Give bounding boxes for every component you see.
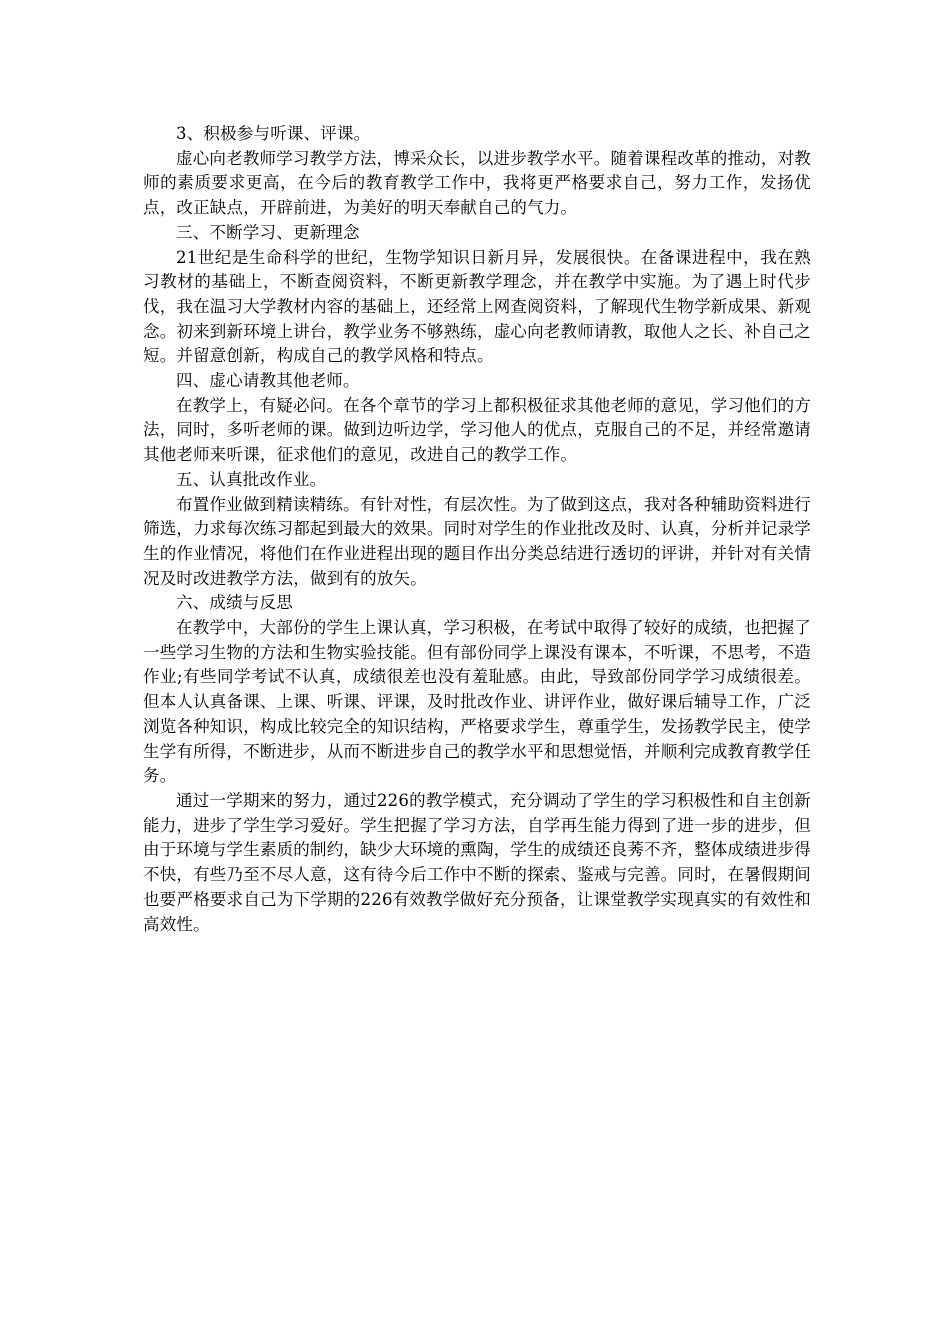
paragraph-life-science: 21世纪是生命科学的世纪，生物学知识日新月异，发展很快。在备课进程中，我在熟习教材的基础上，不断查阅资料，不断更新教学理念，并在教学中实施。为了遇上时代步伐，我在温习大学教材内容的基础上，还经常上网查阅资料，了解现代生物学新成果、新观念。初来到新环境上讲台，教学业务不够熟练，虚心向老教师请教，取他人之长、补自己之短。并留意创新，构成自己的教学风格和特点。 <box>143 247 811 366</box>
document-body <box>143 122 811 937</box>
paragraph-results: 在教学中，大部份的学生上课认真，学习积极，在考试中取得了较好的成绩，也把握了一些学习生物的方法和生物实验技能。但有部份同学上课没有课本，不听课，不思考，不造作业;有些同学考试不认真，成绩很差也没有羞耻感。由此，导致部份同学学习成绩很差。但本人认真备课、上课、听课、评课，及时批改作业、讲评作业，做好课后辅导工作，广泛浏览各种知识，构成比较完全的知识结构，严格要求学生，尊重学生，发扬教学民主，使学生学有所得，不断进步，从而不断进步自己的教学水平和思想觉悟，并顺利完成教育教学任务。 <box>143 618 811 786</box>
section-heading-3: 三、不断学习、更新理念 <box>176 222 360 242</box>
paragraph-summary: 通过一学期来的努力，通过226的教学模式，充分调动了学生的学习积极性和自主创新能力，进步了学生学习爱好。学生把握了学习方法，自学再生能力得到了进一步的进步，但由于环境与学生素质的制约，缺少大环境的熏陶，学生的成绩还良莠不齐，整体成绩进步得不快，有些乃至不尽人意，这有待今后工作中不断的探索、鉴戒与完善。同时，在暑假期间也要严格要求自己为下学期的226有效教学做好充分预备，让课堂教学实现真实的有效性和高效性。 <box>143 790 811 934</box>
paragraph-ask-teachers: 在教学上，有疑必问。在各个章节的学习上都积极征求其他老师的意见，学习他们的方法，同时，多听老师的课。做到边听边学，学习他人的优点，克服自己的不足，并经常邀请其他老师来听课，征求他们的意见，改进自己的教学工作。 <box>143 395 811 465</box>
section-heading-4: 四、虚心请教其他老师。 <box>176 371 360 391</box>
section-heading-6: 六、成绩与反思 <box>176 593 293 613</box>
section-heading-5: 五、认真批改作业。 <box>176 469 327 489</box>
paragraph-homework: 布置作业做到精读精练。有针对性，有层次性。为了做到这点，我对各种辅助资料进行筛选，力求每次练习都起到最大的效果。同时对学生的作业批改及时、认真，分析并记录学生的作业情况，将他们在作业进程出现的题目作出分类总结进行透切的评讲，并针对有关情况及时改进教学方法，做到有的放矢。 <box>143 494 811 588</box>
item-heading-3: 3、积极参与听课、评课。 <box>176 124 371 143</box>
paragraph-learn-from-teachers: 虚心向老教师学习教学方法，博采众长，以进步教学水平。随着课程改革的推动，对教师的素质要求更高，在今后的教育教学工作中，我将更严格要求自己，努力工作，发扬优点，改正缺点，开辟前进，为美好的明天奉献自己的气力。 <box>143 148 811 218</box>
